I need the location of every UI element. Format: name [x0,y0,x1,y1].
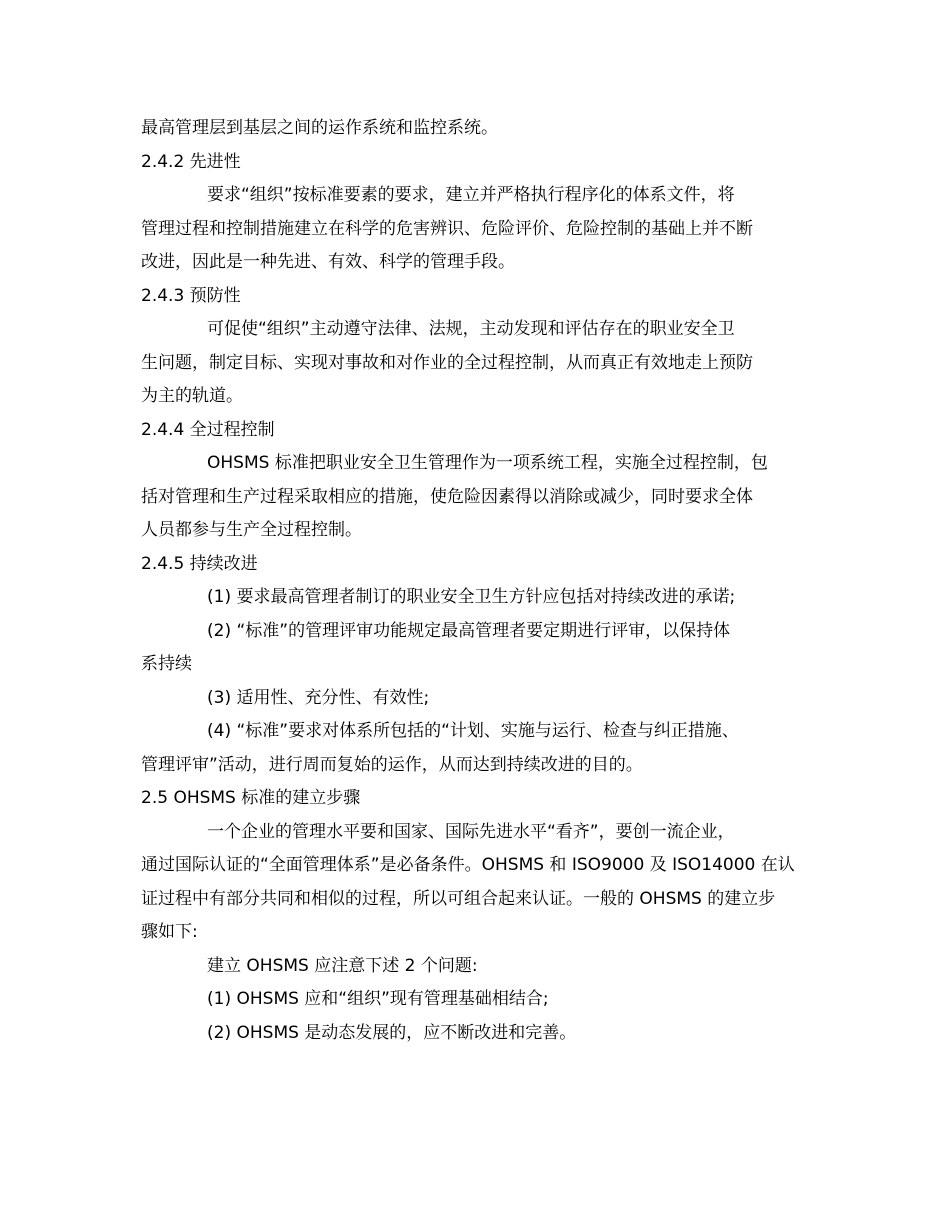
text-line: 管理过程和控制措施建立在科学的危害辨识、危险评价、危险控制的基础上并不断 [141,218,753,239]
text-line: 改进，因此是一种先进、有效、科学的管理手段。 [141,252,515,272]
text-line: 括对管理和生产过程采取相应的措施，使危险因素得以消除或减少，同时要求全体 [141,486,753,507]
section-heading: 2.5 OHSMS 标准的建立步骤 [141,788,361,808]
section-heading: 2.4.3 预防性 [141,285,241,306]
text-line: (1) OHSMS 应和“组织”现有管理基础相结合; [207,989,549,1009]
section-heading: 2.4.4 全过程控制 [141,419,275,440]
section-heading: 2.4.2 先进性 [141,151,241,172]
text-line: (2) “标准”的管理评审功能规定最高管理者要定期进行评审，以保持体 [207,620,731,641]
text-line: 通过国际认证的“全面管理体系”是必备条件。OHSMS 和 ISO9000 及 ISO14000 在认 [141,855,795,875]
text-line: (1) 要求最高管理者制订的职业安全卫生方针应包括对持续改进的承诺; [207,587,736,607]
text-line: 可促使“组织”主动遵守法律、法规，主动发现和评估存在的职业安全卫 [207,319,735,339]
document-page [141,112,831,1050]
text-line: 系持续 [141,654,192,674]
text-line: 生问题，制定目标、实现对事故和对作业的全过程控制，从而真正有效地走上预防 [141,352,753,373]
text-line: 为主的轨道。 [141,386,243,406]
text-line: 要求“组织”按标准要素的要求，建立并严格执行程序化的体系文件，将 [207,185,735,205]
text-line: (3) 适用性、充分性、有效性; [207,687,430,708]
text-line: 人员都参与生产全过程控制。 [141,520,362,540]
text-line: 最高管理层到基层之间的运作系统和监控系统。 [141,118,498,138]
text-line: OHSMS 标准把职业安全卫生管理作为一项系统工程，实施全过程控制，包 [207,453,768,473]
text-line: (2) OHSMS 是动态发展的，应不断改进和完善。 [207,1022,577,1043]
text-line: 证过程中有部分共同和相似的过程，所以可组合起来认证。一般的 OHSMS 的建立步 [141,888,776,909]
text-line: 骤如下: [141,922,198,942]
text-line: 管理评审”活动，进行周而复始的运作，从而达到持续改进的目的。 [141,754,643,775]
section-heading: 2.4.5 持续改进 [141,553,258,574]
text-line: 建立 OHSMS 应注意下述 2 个问题: [207,955,478,976]
text-line: (4) “标准”要求对体系所包括的“计划、实施与运行、检查与纠正措施、 [207,721,739,741]
text-line: 一个企业的管理水平要和国家、国际先进水平“看齐”，要创一流企业， [207,821,735,842]
